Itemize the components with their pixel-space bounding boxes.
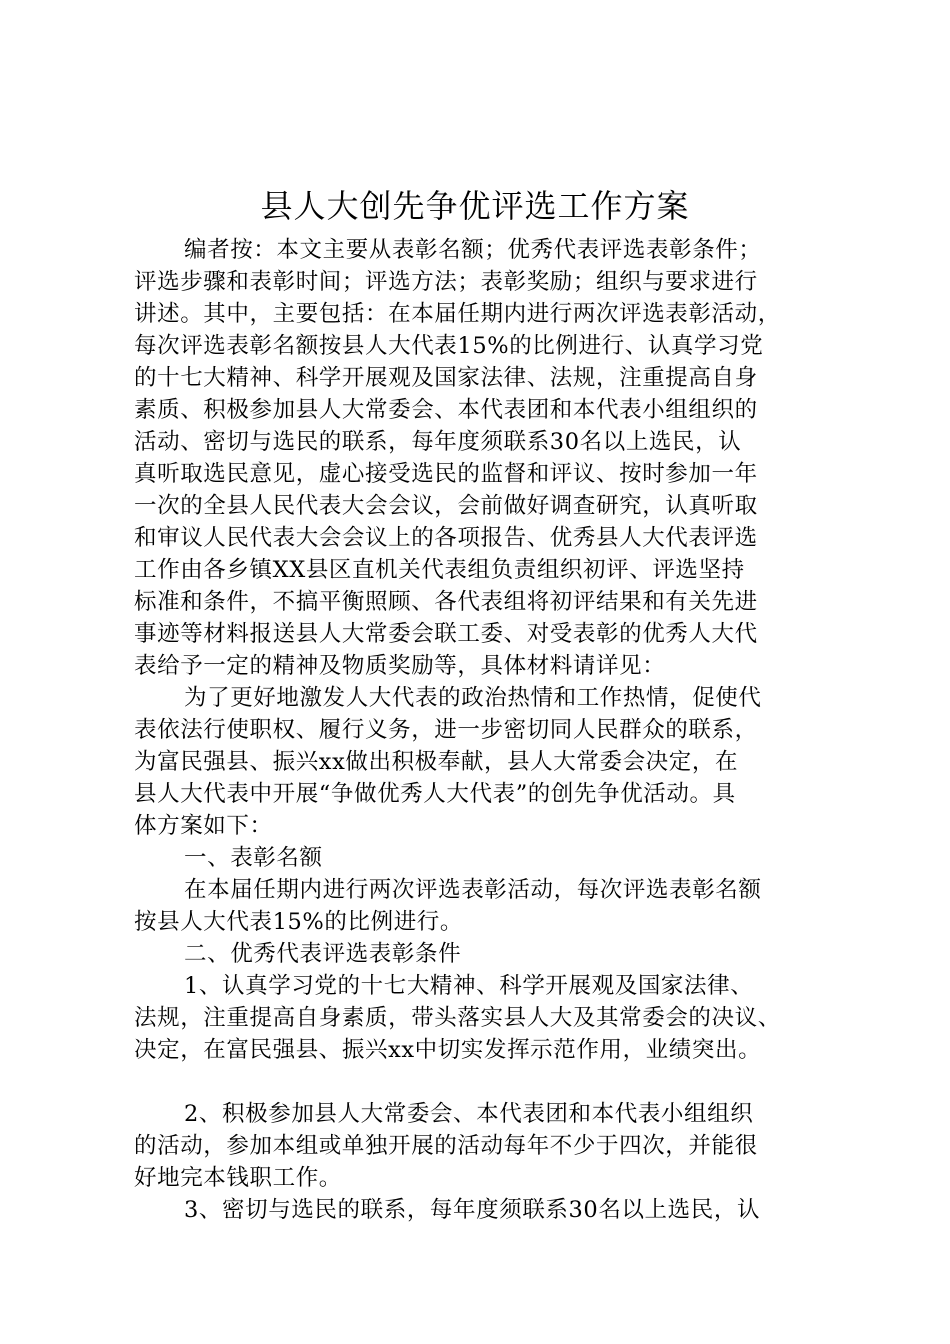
text-line: 编者按：本文主要从表彰名额；优秀代表评选表彰条件； bbox=[184, 237, 762, 263]
text-line: 活动、密切与选民的联系，每年度须联系30名以上选民，认 bbox=[134, 429, 742, 455]
text-line: 真听取选民意见，虚心接受选民的监督和评议、按时参加一年 bbox=[134, 461, 758, 487]
text-line: 的十七大精神、科学开展观及国家法律、法规，注重提高自身 bbox=[134, 365, 758, 391]
text-line: 决定，在富民强县、振兴xx中切实发挥示范作用，业绩突出。 bbox=[134, 1037, 762, 1063]
text-line: 县人大代表中开展“争做优秀人大代表”的创先争优活动。具 bbox=[134, 781, 736, 807]
text-line: 1、认真学习党的十七大精神、科学开展观及国家法律、 bbox=[184, 973, 754, 999]
text-line: 素质、积极参加县人大常委会、本代表团和本代表小组组织的 bbox=[134, 397, 758, 423]
section-heading: 二、优秀代表评选表彰条件 bbox=[184, 941, 462, 967]
text-line: 一次的全县人民代表大会会议，会前做好调查研究，认真听取 bbox=[134, 493, 758, 519]
text-line: 为富民强县、振兴xx做出积极奉献，县人大常委会决定，在 bbox=[134, 749, 739, 775]
text-line: 3、密切与选民的联系，每年度须联系30名以上选民，认 bbox=[184, 1197, 761, 1223]
text-line: 2、积极参加县人大常委会、本代表团和本代表小组组织 bbox=[184, 1101, 754, 1127]
text-line: 表给予一定的精神及物质奖励等，具体材料请详见： bbox=[134, 653, 666, 679]
text-line: 的活动，参加本组或单独开展的活动每年不少于四次，并能很 bbox=[134, 1133, 758, 1159]
text-line: 体方案如下： bbox=[134, 813, 273, 839]
text-line: 每次评选表彰名额按县人大代表15%的比例进行、认真学习党 bbox=[134, 333, 764, 359]
text-line: 评选步骤和表彰时间；评选方法；表彰奖励；组织与要求进行 bbox=[134, 269, 758, 295]
text-line: 法规，注重提高自身素质，带头落实县人大及其常委会的决议、 bbox=[134, 1005, 781, 1031]
text-line: 讲述。其中，主要包括：在本届任期内进行两次评选表彰活动， bbox=[134, 301, 781, 327]
section-heading: 一、表彰名额 bbox=[184, 845, 323, 871]
document-title: 县人大创先争优评选工作方案 bbox=[260, 187, 690, 225]
text-line: 表依法行使职权、履行义务，进一步密切同人民群众的联系， bbox=[134, 717, 758, 743]
text-line: 为了更好地激发人大代表的政治热情和工作热情，促使代 bbox=[184, 685, 762, 711]
text-line: 按县人大代表15%的比例进行。 bbox=[134, 909, 464, 935]
text-line: 工作由各乡镇XX县区直机关代表组负责组织初评、评选坚持 bbox=[134, 557, 745, 583]
text-line: 在本届任期内进行两次评选表彰活动，每次评选表彰名额 bbox=[184, 877, 762, 903]
text-line: 事迹等材料报送县人大常委会联工委、对受表彰的优秀人大代 bbox=[134, 621, 758, 647]
text-line: 好地完本钱职工作。 bbox=[134, 1165, 342, 1191]
text-line: 标准和条件，不搞平衡照顾、各代表组将初评结果和有关先进 bbox=[134, 589, 758, 615]
text-line: 和审议人民代表大会会议上的各项报告、优秀县人大代表评选 bbox=[134, 525, 758, 551]
